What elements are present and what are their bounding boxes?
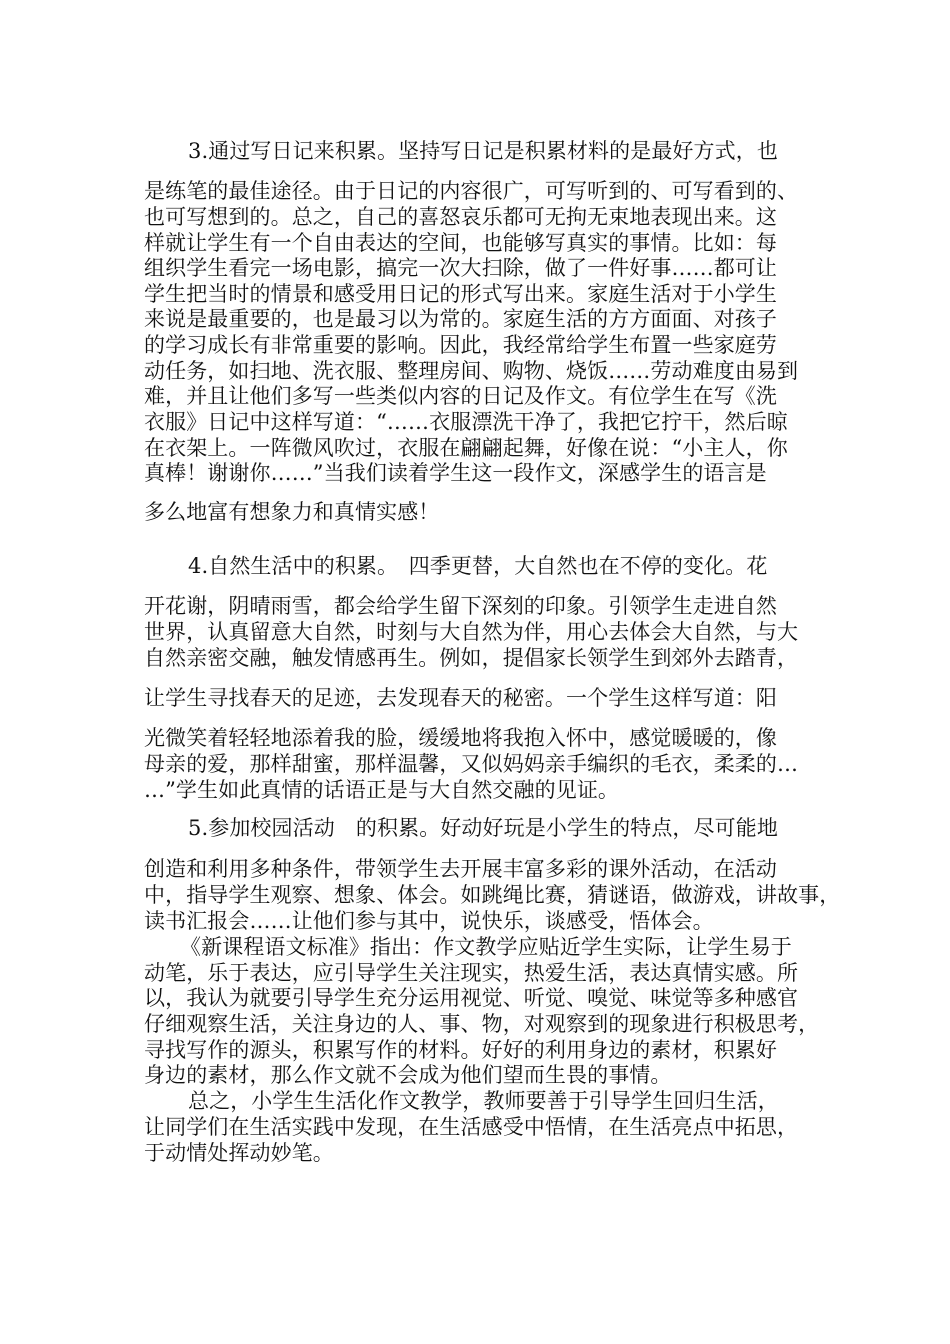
text-line: 身边的素材，那么作文就不会成为他们望而生畏的事情。	[144, 1063, 672, 1087]
text-line: 学生把当时的情景和感受用日记的形式写出来。家庭生活对于小学生	[144, 282, 777, 306]
text-line: 中，指导学生观察、想象、体会。如跳绳比赛，猜谜语，做游戏，讲故事，	[144, 883, 841, 907]
text-line: 样就让学生有一个自由表达的空间，也能够写真实的事情。比如：每	[144, 231, 777, 255]
text-line: 真棒！谢谢你……”当我们读着学生这一段作文，深感学生的语言是	[144, 461, 767, 485]
text-line: 《新课程语文标准》指出：作文教学应贴近学生实际，让学生易于	[180, 935, 792, 959]
text-line: 总之，小学生生活化作文教学，教师要善于引导学生回归生活，	[188, 1089, 779, 1113]
text-line: 3.通过写日记来积累。坚持写日记是积累材料的是最好方式，也	[188, 139, 778, 163]
text-line: 母亲的爱，那样甜蜜，那样温馨，又似妈妈亲手编织的毛衣，柔柔的…	[144, 752, 799, 776]
text-line: 动任务，如扫地、洗衣服、整理房间、购物、烧饭……劳动难度由易到	[144, 359, 799, 383]
text-line: 的学习成长有非常重要的影响。因此，我经常给学生布置一些家庭劳	[144, 333, 777, 357]
text-line: 让同学们在生活实践中发现，在生活感受中悟情，在生活亮点中拓思，	[144, 1115, 799, 1139]
text-line: 光微笑着轻轻地添着我的脸，缓缓地将我抱入怀中，感觉暖暖的，像	[144, 726, 777, 750]
text-line: 读书汇报会……让他们参与其中，说快乐，谈感受，悟体会。	[144, 909, 714, 933]
text-line: 在衣架上。一阵微风吹过，衣服在翩翩起舞，好像在说：“小主人，你	[144, 436, 788, 460]
text-line: 来说是最重要的，也是最习以为常的。家庭生活的方方面面、对孩子	[144, 307, 777, 331]
text-line: 自然亲密交融，触发情感再生。例如，提倡家长领学生到郊外去踏青，	[144, 646, 799, 670]
text-line: 动笔，乐于表达，应引导学生关注现实，热爱生活，表达真情实感。所	[144, 961, 799, 985]
text-line: 于动情处挥动妙笔。	[144, 1141, 334, 1165]
text-line: 创造和利用多种条件，带领学生去开展丰富多彩的课外活动，在活动	[144, 857, 777, 881]
text-line: 多么地富有想象力和真情实感！	[144, 500, 440, 524]
text-line: 仔细观察生活，关注身边的人、事、物，对观察到的现象进行积极思考，	[144, 1012, 820, 1036]
text-line: 寻找写作的源头，积累写作的材料。好好的利用身边的素材，积累好	[144, 1038, 777, 1062]
text-line: 衣服》日记中这样写道：“……衣服漂洗干净了，我把它拧干，然后晾	[144, 410, 788, 434]
text-line: 世界，认真留意大自然，时刻与大自然为伴，用心去体会大自然，与大	[144, 620, 799, 644]
text-line: 4.自然生活中的积累。 四季更替，大自然也在不停的变化。花	[188, 554, 768, 578]
text-line: 也可写想到的。总之，自己的喜怒哀乐都可无拘无束地表现出来。这	[144, 205, 777, 229]
text-line: 是练笔的最佳途径。由于日记的内容很广，可写听到的、可写看到的、	[144, 179, 799, 203]
text-line: …”学生如此真情的话语正是与大自然交融的见证。	[144, 778, 620, 802]
text-line: 组织学生看完一场电影，搞完一次大扫除，做了一件好事……都可让	[144, 256, 777, 280]
text-line: 开花谢，阴晴雨雪，都会给学生留下深刻的印象。引领学生走进自然	[144, 594, 777, 618]
text-line: 以，我认为就要引导学生充分运用视觉、听觉、嗅觉、味觉等多种感官	[144, 986, 799, 1010]
text-line: 让学生寻找春天的足迹，去发现春天的秘密。一个学生这样写道：阳	[144, 686, 777, 710]
text-line: 难，并且让他们多写一些类似内容的日记及作文。有位学生在写《洗	[144, 384, 777, 408]
text-line: 5.参加校园活动 的积累。好动好玩是小学生的特点，尽可能地	[188, 816, 778, 840]
